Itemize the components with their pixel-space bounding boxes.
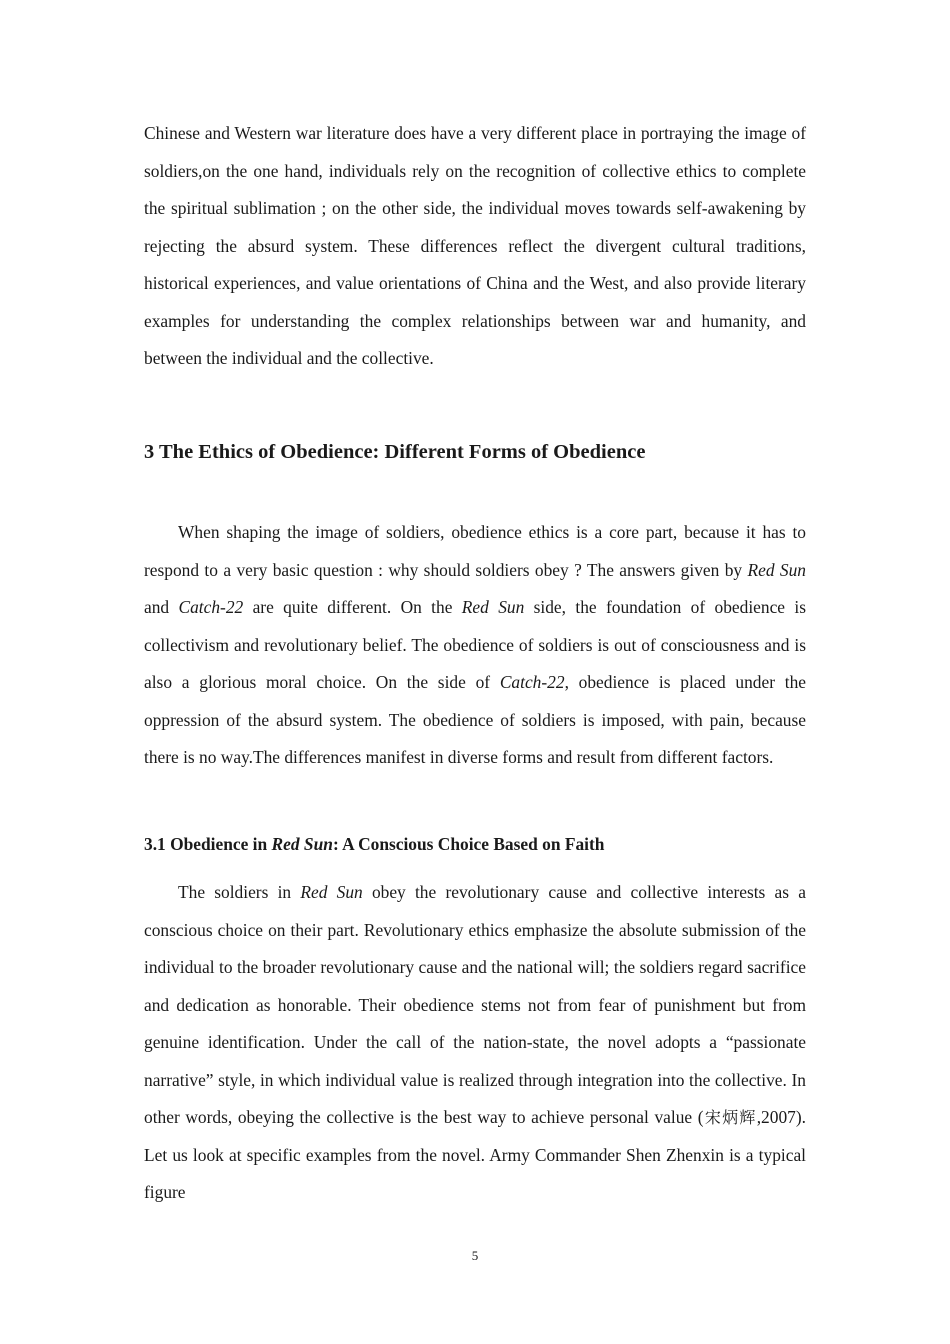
body-paragraph-intro <box>144 115 806 378</box>
paragraph-text: and <box>144 597 179 617</box>
paragraph-text: The soldiers in <box>178 882 301 902</box>
book-title-red-sun: Red Sun <box>747 559 806 580</box>
body-paragraph-section-3-1 <box>144 874 806 1212</box>
paragraph-text: are quite different. On the <box>243 597 462 617</box>
book-title-red-sun: Red Sun <box>300 882 363 902</box>
book-title-catch-22: Catch-22 <box>499 672 565 692</box>
paragraph-text: When shaping the image of soldiers, obedience ethics is a core part, because it has to respond to a very basic question : why should soldiers obey ? The answers given by <box>144 522 806 580</box>
heading-prefix: 3.1 Obedience in <box>144 834 272 854</box>
book-title-catch-22: Catch-22 <box>178 597 244 617</box>
section-heading-3: 3 The Ethics of Obedience: Different Forms of Obedience <box>144 441 646 463</box>
paragraph-text: , obedience is placed under the oppression of the absurd system. The obedience of soldiers is imposed, with pain, because there is no way.The differences manifest in diverse forms and result from different factors. <box>144 672 806 767</box>
citation-author: 宋炳辉 <box>703 1108 757 1127</box>
page-number: 5 <box>471 1248 479 1263</box>
book-title-red-sun: Red Sun <box>271 834 333 854</box>
subsection-heading-3-1 <box>144 830 604 858</box>
paragraph-text: Chinese and Western war literature does have a very different place in portraying the image of soldiers,on the one hand, individuals rely on the recognition of collective ethics to complete the spiritual sublimation ; on the other side, the individual moves towards self-awakening by rejecting the absurd system. These differences reflect the divergent cultural traditions, historical experiences, and value orientations of China and the West, and also provide literary examples for understanding the complex relationships between war and humanity, and between the individual and the collective. <box>144 123 806 368</box>
paragraph-text: ,2007). Let us look at specific examples from the novel. Army Commander Shen Zhenxin is a typical figure <box>144 1107 806 1202</box>
paragraph-text: side, the foundation of obedience is collectivism and revolutionary belief. The obedience of soldiers is out of consciousness and is also a glorious moral choice. On the side of <box>144 597 806 692</box>
paragraph-text: obey the revolutionary cause and collective interests as a conscious choice on their part. Revolutionary ethics emphasize the absolute submission of the individual to the broader revolutionary cause and the national will; the soldiers regard sacrifice and dedication as honorable. Their obedience stems not from fear of punishment but from genuine identification. Under the call of the nation-state, the novel adopts a “passionate narrative” style, in which individual value is realized through integration into the collective. In other words, obeying the collective is the best way to achieve personal value ( <box>144 882 806 1127</box>
heading-suffix: : A Conscious Choice Based on Faith <box>332 834 605 854</box>
book-title-red-sun: Red Sun <box>461 597 525 617</box>
body-paragraph-section-3 <box>144 514 806 777</box>
